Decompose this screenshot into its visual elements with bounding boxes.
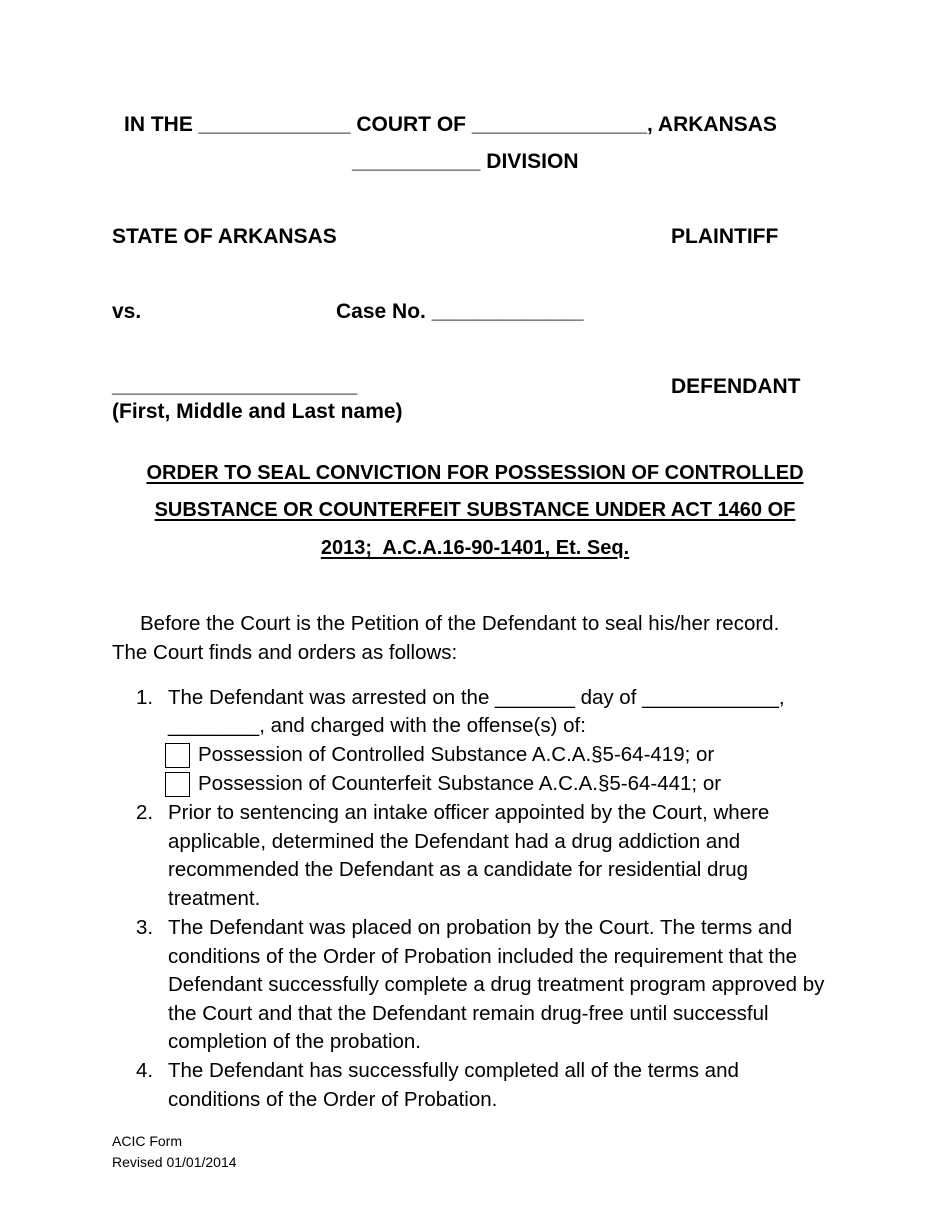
intro-line-1: Before the Court is the Petition of the Defendant to seal his/her record. — [140, 612, 780, 635]
item-4-text: The Defendant has successfully completed all of the terms and conditions of the Order of Probation. — [168, 1059, 739, 1111]
item-1-line-1: The Defendant was arrested on the _______ day of ____________, — [168, 686, 785, 709]
vs-label: vs. — [112, 300, 142, 323]
form-name: ACIC Form — [112, 1133, 182, 1149]
item-number: 1. — [136, 686, 154, 709]
item-1-line-2: ________, and charged with the offense(s) of: — [168, 714, 586, 737]
defendant-name-blank: _____________________ — [112, 374, 358, 397]
counterfeit-substance-checkbox[interactable] — [165, 772, 190, 797]
order-title-line-1: ORDER TO SEAL CONVICTION FOR POSSESSION OF CONTROLLED — [146, 462, 804, 484]
controlled-substance-label: Possession of Controlled Substance A.C.A.§5-64-419; or — [198, 743, 715, 766]
plaintiff-label: PLAINTIFF — [671, 225, 779, 248]
division-line: ___________ DIVISION — [352, 150, 579, 173]
order-title-line-2: SUBSTANCE OR COUNTERFEIT SUBSTANCE UNDER ACT 1460 OF — [154, 499, 796, 521]
item-3-text: The Defendant was placed on probation by the Court. The terms and conditions of the Order of Probation included the requirement that the Defendant successfully complete a drug treatment program approved by the Court and that the Defendant remain drug-free until successful completion of the probation. — [168, 916, 825, 1054]
defendant-name-hint: (First, Middle and Last name) — [112, 400, 403, 423]
plaintiff-name: STATE OF ARKANSAS — [112, 225, 337, 248]
item-2-text: Prior to sentencing an intake officer appointed by the Court, where applicable, determined the Defendant had a drug addiction and recommended the Defendant as a candidate for residential drug treatment. — [168, 801, 770, 910]
court-line: IN THE _____________ COURT OF _______________, ARKANSAS — [124, 113, 777, 136]
case-number: Case No. _____________ — [336, 300, 584, 323]
item-number: 3. — [136, 916, 154, 939]
counterfeit-substance-label: Possession of Counterfeit Substance A.C.A.§5-64-441; or — [198, 772, 722, 795]
revised-date: Revised 01/01/2014 — [112, 1154, 237, 1170]
item-number: 2. — [136, 801, 154, 824]
defendant-label: DEFENDANT — [671, 375, 801, 398]
item-number: 4. — [136, 1059, 154, 1082]
controlled-substance-checkbox[interactable] — [165, 743, 190, 768]
order-title-line-3: 2013; A.C.A.16-90-1401, Et. Seq. — [320, 537, 630, 559]
intro-line-2: The Court finds and orders as follows: — [112, 641, 458, 664]
